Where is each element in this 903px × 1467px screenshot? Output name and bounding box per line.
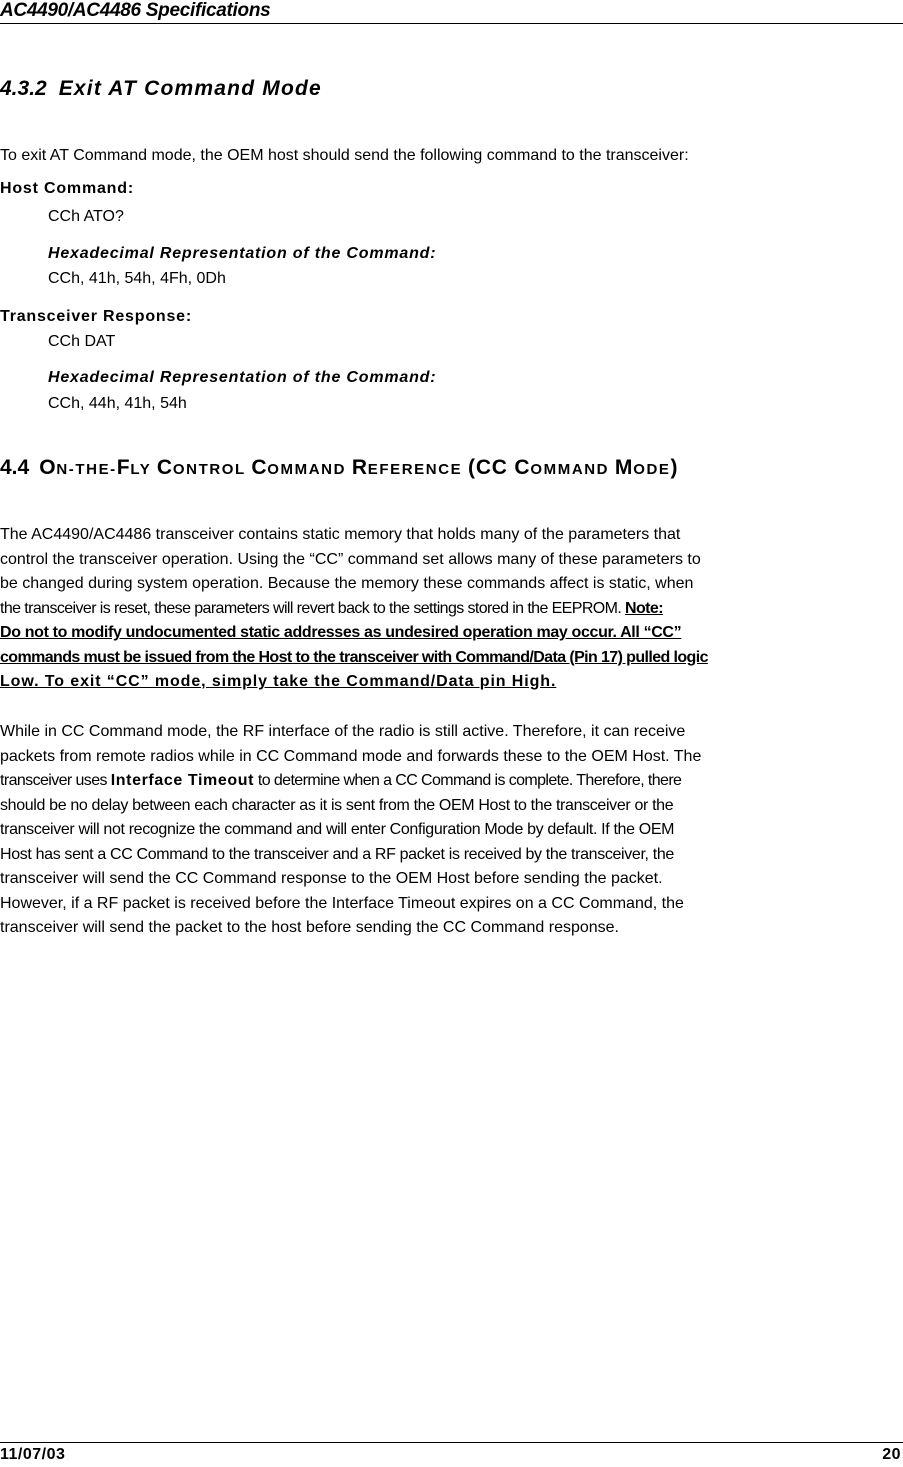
paragraph-text: the transceiver is reset, these parameters will revert back to the settings stored in the EEPROM. xyxy=(0,599,626,617)
cc-behavior-paragraph xyxy=(0,720,903,941)
response-hex-label: Hexadecimal Representation of the Command: xyxy=(48,369,437,386)
paragraph-line: The AC4490/AC4486 transceiver contains static memory that holds many of the parameters that xyxy=(0,526,681,543)
host-hex-label: Hexadecimal Representation of the Command: xyxy=(48,245,437,262)
cc-intro-paragraph xyxy=(0,523,903,695)
title-part-6-cap: (CC C xyxy=(468,456,531,479)
page-footer xyxy=(0,1442,903,1467)
title-part-7-rest: ODE xyxy=(633,461,671,478)
warning-line: Low. To exit “CC” mode, simply take the Command/Data pin High. xyxy=(0,673,557,690)
page-number: 20 xyxy=(882,1446,901,1463)
section-title: Exit AT Command Mode xyxy=(58,77,322,100)
title-part-2-cap: F xyxy=(116,456,131,479)
title-part-5-cap: R xyxy=(351,456,368,479)
paragraph-line: control the transceiver operation. Using the “CC” command set allows many of these parameters to xyxy=(0,550,701,568)
paragraph-line: should be no delay between each character as it is sent from the OEM Host to the transceiver or the xyxy=(0,796,674,814)
transceiver-response-value: CCh DAT xyxy=(48,333,116,350)
document-title: AC4490/AC4486 Specifications xyxy=(0,0,271,21)
footer-date: 11/07/03 xyxy=(0,1446,66,1463)
response-hex-value: CCh, 44h, 41h, 54h xyxy=(48,395,187,412)
title-part-7-cap: M xyxy=(614,456,634,479)
title-part-1-rest: N-THE- xyxy=(56,461,117,478)
title-part-2-rest: LY xyxy=(130,461,157,478)
paragraph-line: be changed during system operation. Because the memory these commands affect is static, when xyxy=(0,575,694,592)
exit-intro-text: To exit AT Command mode, the OEM host should send the following command to the transceiver: xyxy=(0,147,689,164)
title-part-4-rest: OMMAND xyxy=(267,461,352,478)
paragraph-line xyxy=(0,597,903,622)
paragraph-text: to determine when a CC Command is complete. Therefore, there xyxy=(254,772,682,789)
title-part-6-rest: OMMAND xyxy=(530,461,615,478)
paragraph-line: packets from remote radios while in CC Command mode and forwards these to the OEM Host. The xyxy=(0,747,702,765)
title-part-5-rest: EFERENCE xyxy=(367,461,469,478)
section-heading-4-4 xyxy=(0,456,678,480)
paragraph-text: transceiver uses xyxy=(0,772,111,789)
paragraph-line: Host has sent a CC Command to the transceiver and a RF packet is received by the transceiver, the xyxy=(0,845,674,863)
host-command-value: CCh ATO? xyxy=(48,208,124,225)
paragraph-line: While in CC Command mode, the RF interface of the radio is still active. Therefore, it can receive xyxy=(0,723,686,740)
title-part-4-cap: C xyxy=(251,456,268,479)
interface-timeout-term: Interface Timeout xyxy=(110,772,255,789)
warning-line: Do not to modify undocumented static addresses as undesired operation may occur. All “CC” xyxy=(0,624,682,641)
paragraph-line: transceiver will send the CC Command response to the OEM Host before sending the packet. xyxy=(0,870,663,887)
host-command-label: Host Command: xyxy=(0,180,134,197)
paragraph-line: transceiver will not recognize the command and will enter Configuration Mode by default. If the OEM xyxy=(0,821,675,838)
paragraph-line: However, if a RF packet is received before the Interface Timeout expires on a CC Command, the xyxy=(0,894,684,912)
note-label: Note: xyxy=(625,599,663,617)
title-part-1-cap: O xyxy=(39,456,57,479)
title-part-8-cap: ) xyxy=(670,456,679,479)
host-hex-value: CCh, 41h, 54h, 4Fh, 0Dh xyxy=(48,270,226,287)
section-number: 4.3.2 xyxy=(0,77,47,100)
section-number: 4.4 xyxy=(0,456,30,479)
section-heading-4-3-2 xyxy=(0,77,322,101)
warning-line: commands must be issued from the Host to the transceiver with Command/Data (Pin 17) pulled logic xyxy=(0,648,708,666)
title-part-3-cap: C xyxy=(156,456,173,479)
paragraph-line xyxy=(0,769,903,794)
page-header xyxy=(0,0,903,24)
paragraph-line: transceiver will send the packet to the host before sending the CC Command response. xyxy=(0,919,619,936)
title-part-3-rest: ONTROL xyxy=(172,461,252,478)
transceiver-response-label: Transceiver Response: xyxy=(0,308,192,325)
